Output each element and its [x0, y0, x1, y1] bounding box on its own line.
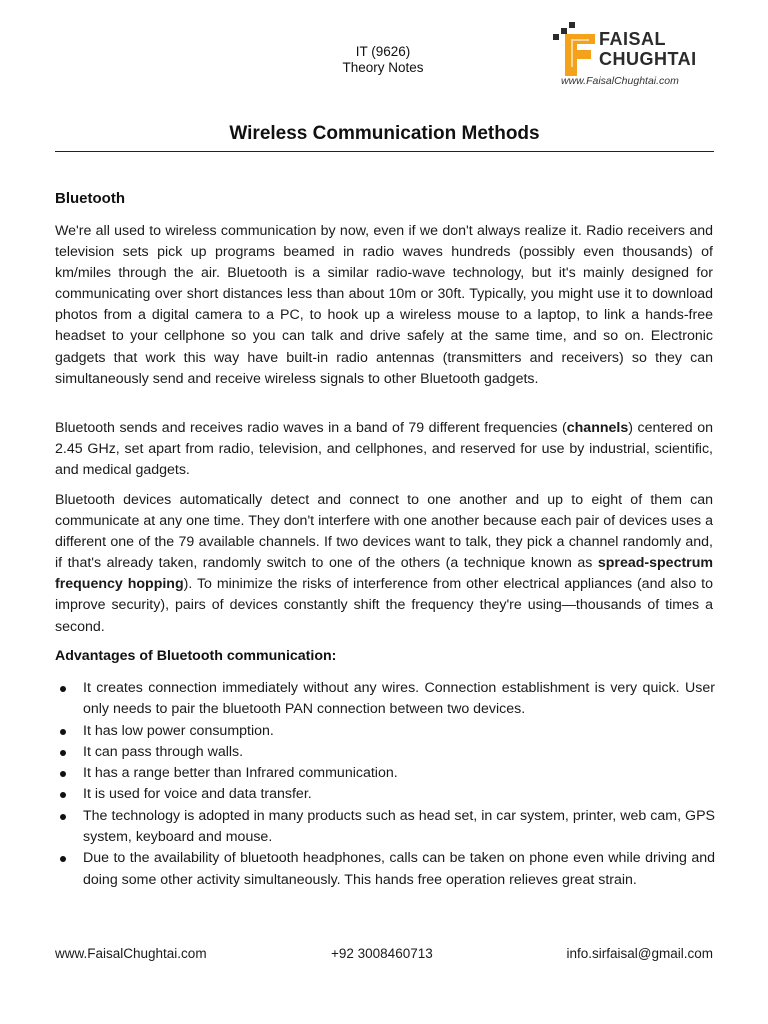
list-item-text: It can pass through walls.	[83, 743, 244, 760]
para3-bold-term: spread-spectrum frequency hopping	[55, 555, 713, 593]
list-item-text: It is used for voice and data transfer.	[83, 786, 312, 803]
para3-text-before: Bluetooth devices automatically detect and connect to one another and up to eight of them can communicate at any one time. They don't interfere with one another because each pair of devices uses a different one of the 79 available channels. If two devices want to talk, they pick a channel randomly and, if that's already taken, randomly switch to one of the others (a technique known as	[55, 492, 713, 572]
course-header	[300, 44, 466, 76]
bullet-icon	[60, 729, 66, 735]
list-item	[55, 806, 715, 849]
list-item	[55, 742, 715, 763]
bullet-icon	[60, 750, 66, 756]
para2-text-after: ) centered on 2.45 GHz, set apart from radio, television, and cellphones, and reserved for use by industrial, scientific, and medical gadgets.	[55, 420, 713, 479]
brand-logo	[551, 16, 721, 92]
bullet-icon	[60, 814, 66, 820]
paragraph-hopping	[55, 490, 713, 638]
bullet-icon	[60, 856, 66, 862]
list-item-text: Due to the availability of bluetooth headphones, calls can be taken on phone even while driving and doing some other activity simultaneously. This hands free operation relieves great strain.	[83, 850, 715, 888]
list-item	[55, 784, 715, 805]
list-item-text: It has low power consumption.	[83, 722, 274, 739]
logo-name-line2: CHUGHTAI	[599, 49, 697, 69]
section-heading-bluetooth: Bluetooth	[55, 190, 125, 207]
page-title: Wireless Communication Methods	[229, 123, 540, 144]
logo-url: www.FaisalChughtai.com	[561, 75, 679, 87]
advantages-list	[55, 678, 715, 891]
para3-text-after: ). To minimize the risks of interference from other electrical appliances (and also to improve security), pairs of devices constantly shift the frequency they're using—thousands of times a second.	[55, 576, 713, 635]
paragraph-frequencies	[55, 418, 713, 481]
logo-mark-icon	[551, 22, 599, 80]
bullet-icon	[60, 792, 66, 798]
para2-text-before: Bluetooth sends and receives radio waves in a band of 79 different frequencies (	[55, 420, 567, 436]
logo-name-line1: FAISAL	[599, 29, 667, 49]
bullet-icon	[60, 771, 66, 777]
list-item	[55, 678, 715, 721]
list-item	[55, 721, 715, 742]
course-subtitle: Theory Notes	[342, 60, 424, 75]
list-item	[55, 848, 715, 891]
footer-phone: +92 3008460713	[331, 946, 433, 961]
footer-website-link[interactable]: www.FaisalChughtai.com	[55, 946, 207, 961]
bullet-icon	[60, 686, 66, 692]
list-item	[55, 763, 715, 784]
footer-email-link[interactable]: info.sirfaisal@gmail.com	[566, 946, 713, 961]
list-item-text: It creates connection immediately without any wires. Connection establishment is very quick. User only needs to pair the bluetooth PAN connection between two devices.	[83, 680, 715, 718]
advantages-heading: Advantages of Bluetooth communication:	[55, 648, 337, 664]
list-item-text: It has a range better than Infrared communication.	[83, 765, 398, 782]
para2-bold-term: channels	[566, 420, 629, 436]
list-item-text: The technology is adopted in many products such as head set, in car system, printer, web cam, GPS system, keyboard and mouse.	[83, 807, 715, 846]
paragraph-intro: We're all used to wireless communication by now, even if we don't always realize it. Radio receivers and television sets pick up programs beamed in radio waves hundreds (possibly even thousands) of km/miles through the air. Bluetooth is a similar radio-wave technology, but it's mainly designed for communicating over short distances less than about 10m or 30ft. Typically, you might use it to download photos from a digital camera to a PC, to hook up a wireless mouse to a laptop, to link a hands-free headset to your cellphone so you can talk and drive safely at the same time, and so on. Electronic gadgets that work this way have built-in radio antennas (transmitters and receivers) so they can simultaneously send and receive wireless signals to other Bluetooth gadgets.	[55, 223, 713, 387]
course-code: IT (9626)	[355, 44, 411, 59]
title-divider	[55, 151, 714, 152]
